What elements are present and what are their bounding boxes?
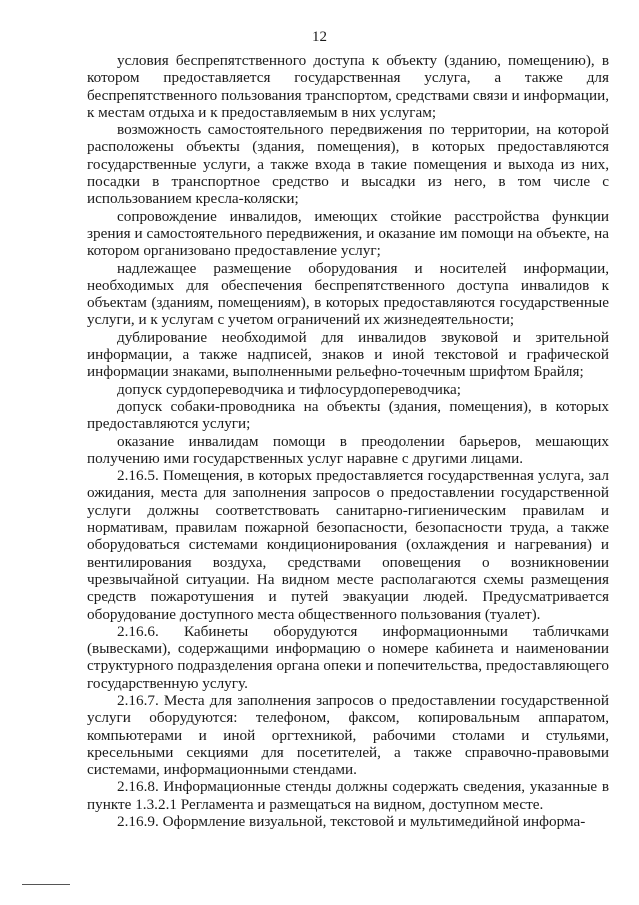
paragraph: оказание инвалидам помощи в преодолении барьеров, мешающих получению ими государственных услуг наравне с другими лицами. [87, 432, 609, 467]
paragraph: возможность самостоятельного передвижения по территории, на которой расположены объекты (здания, помещения), в которых предоставляются государственные услуги, а также входа в такие помещения и выхода из них, посадки в транспортное средство и высадки из него, в том числе с использованием кресла-коляски; [87, 121, 609, 208]
paragraph: сопровождение инвалидов, имеющих стойкие расстройства функции зрения и самостоятельного передвижения, и оказание им помощи на объекте, на котором организовано предоставление услуг; [87, 207, 609, 260]
paragraph: 2.16.5. Помещения, в которых предоставляется государственная услуга, зал ожидания, места для заполнения запросов о предоставлении государственной услуги должны соответствовать санитарно-гигиеническим правилам и нормативам, правилам пожарной безопасности, безопасности труда, а также оборудоваться системами кондиционирования (охлаждения и нагревания) и вентилирования воздуха, средствами оповещения о возникновении чрезвычайной ситуации. На видном месте располагаются схемы размещения средств пожаротушения и путей эвакуации людей. Предусматривается оборудование доступного места общественного пользования (туалет). [87, 467, 609, 623]
page-number: 12 [312, 29, 327, 45]
paragraph: дублирование необходимой для инвалидов звуковой и зрительной информации, а также надписей, знаков и иной текстовой и графической информации знаками, выполненными рельефно-точечным шрифтом Брайля; [87, 328, 609, 381]
paragraph: 2.16.9. Оформление визуальной, текстовой и мультимедийной информа- [117, 813, 586, 831]
footer-rule [22, 884, 70, 885]
paragraph: 2.16.7. Места для заполнения запросов о предоставлении государственной услуги оборудуются: телефоном, факсом, копировальным аппаратом, компьютерами и иной оргтехникой, рабочими столами и стульями, кресельными секциями для посетителей, а также справочно-правовыми системами, информационными стендами. [87, 691, 609, 779]
paragraph: допуск сурдопереводчика и тифлосурдопереводчика; [117, 380, 461, 398]
paragraph: надлежащее размещение оборудования и носителей информации, необходимых для обеспечения беспрепятственного доступа инвалидов к объектам (зданиям, помещениям), в которых предоставляются государственные услуги, и к услугам с учетом ограничений их жизнедеятельности; [87, 259, 609, 329]
document-body [87, 52, 609, 830]
paragraph: 2.16.6. Кабинеты оборудуются информационными табличками (вывесками), содержащими информацию о номере кабинета и наименовании структурного подразделения органа опеки и попечительства, предоставляющего государственную услугу. [87, 622, 609, 692]
paragraph: условия беспрепятственного доступа к объекту (зданию, помещению), в котором предоставляется государственная услуга, а также для беспрепятственного пользования транспортом, средствами связи и информации, к местам отдыха и к предоставляемым в них услугам; [87, 52, 609, 121]
paragraph: допуск собаки-проводника на объекты (здания, помещения), в которых предоставляются услуги; [87, 397, 609, 433]
paragraph: 2.16.8. Информационные стенды должны содержать сведения, указанные в пункте 1.3.2.1 Регламента и размещаться на видном, доступном месте. [87, 778, 609, 813]
